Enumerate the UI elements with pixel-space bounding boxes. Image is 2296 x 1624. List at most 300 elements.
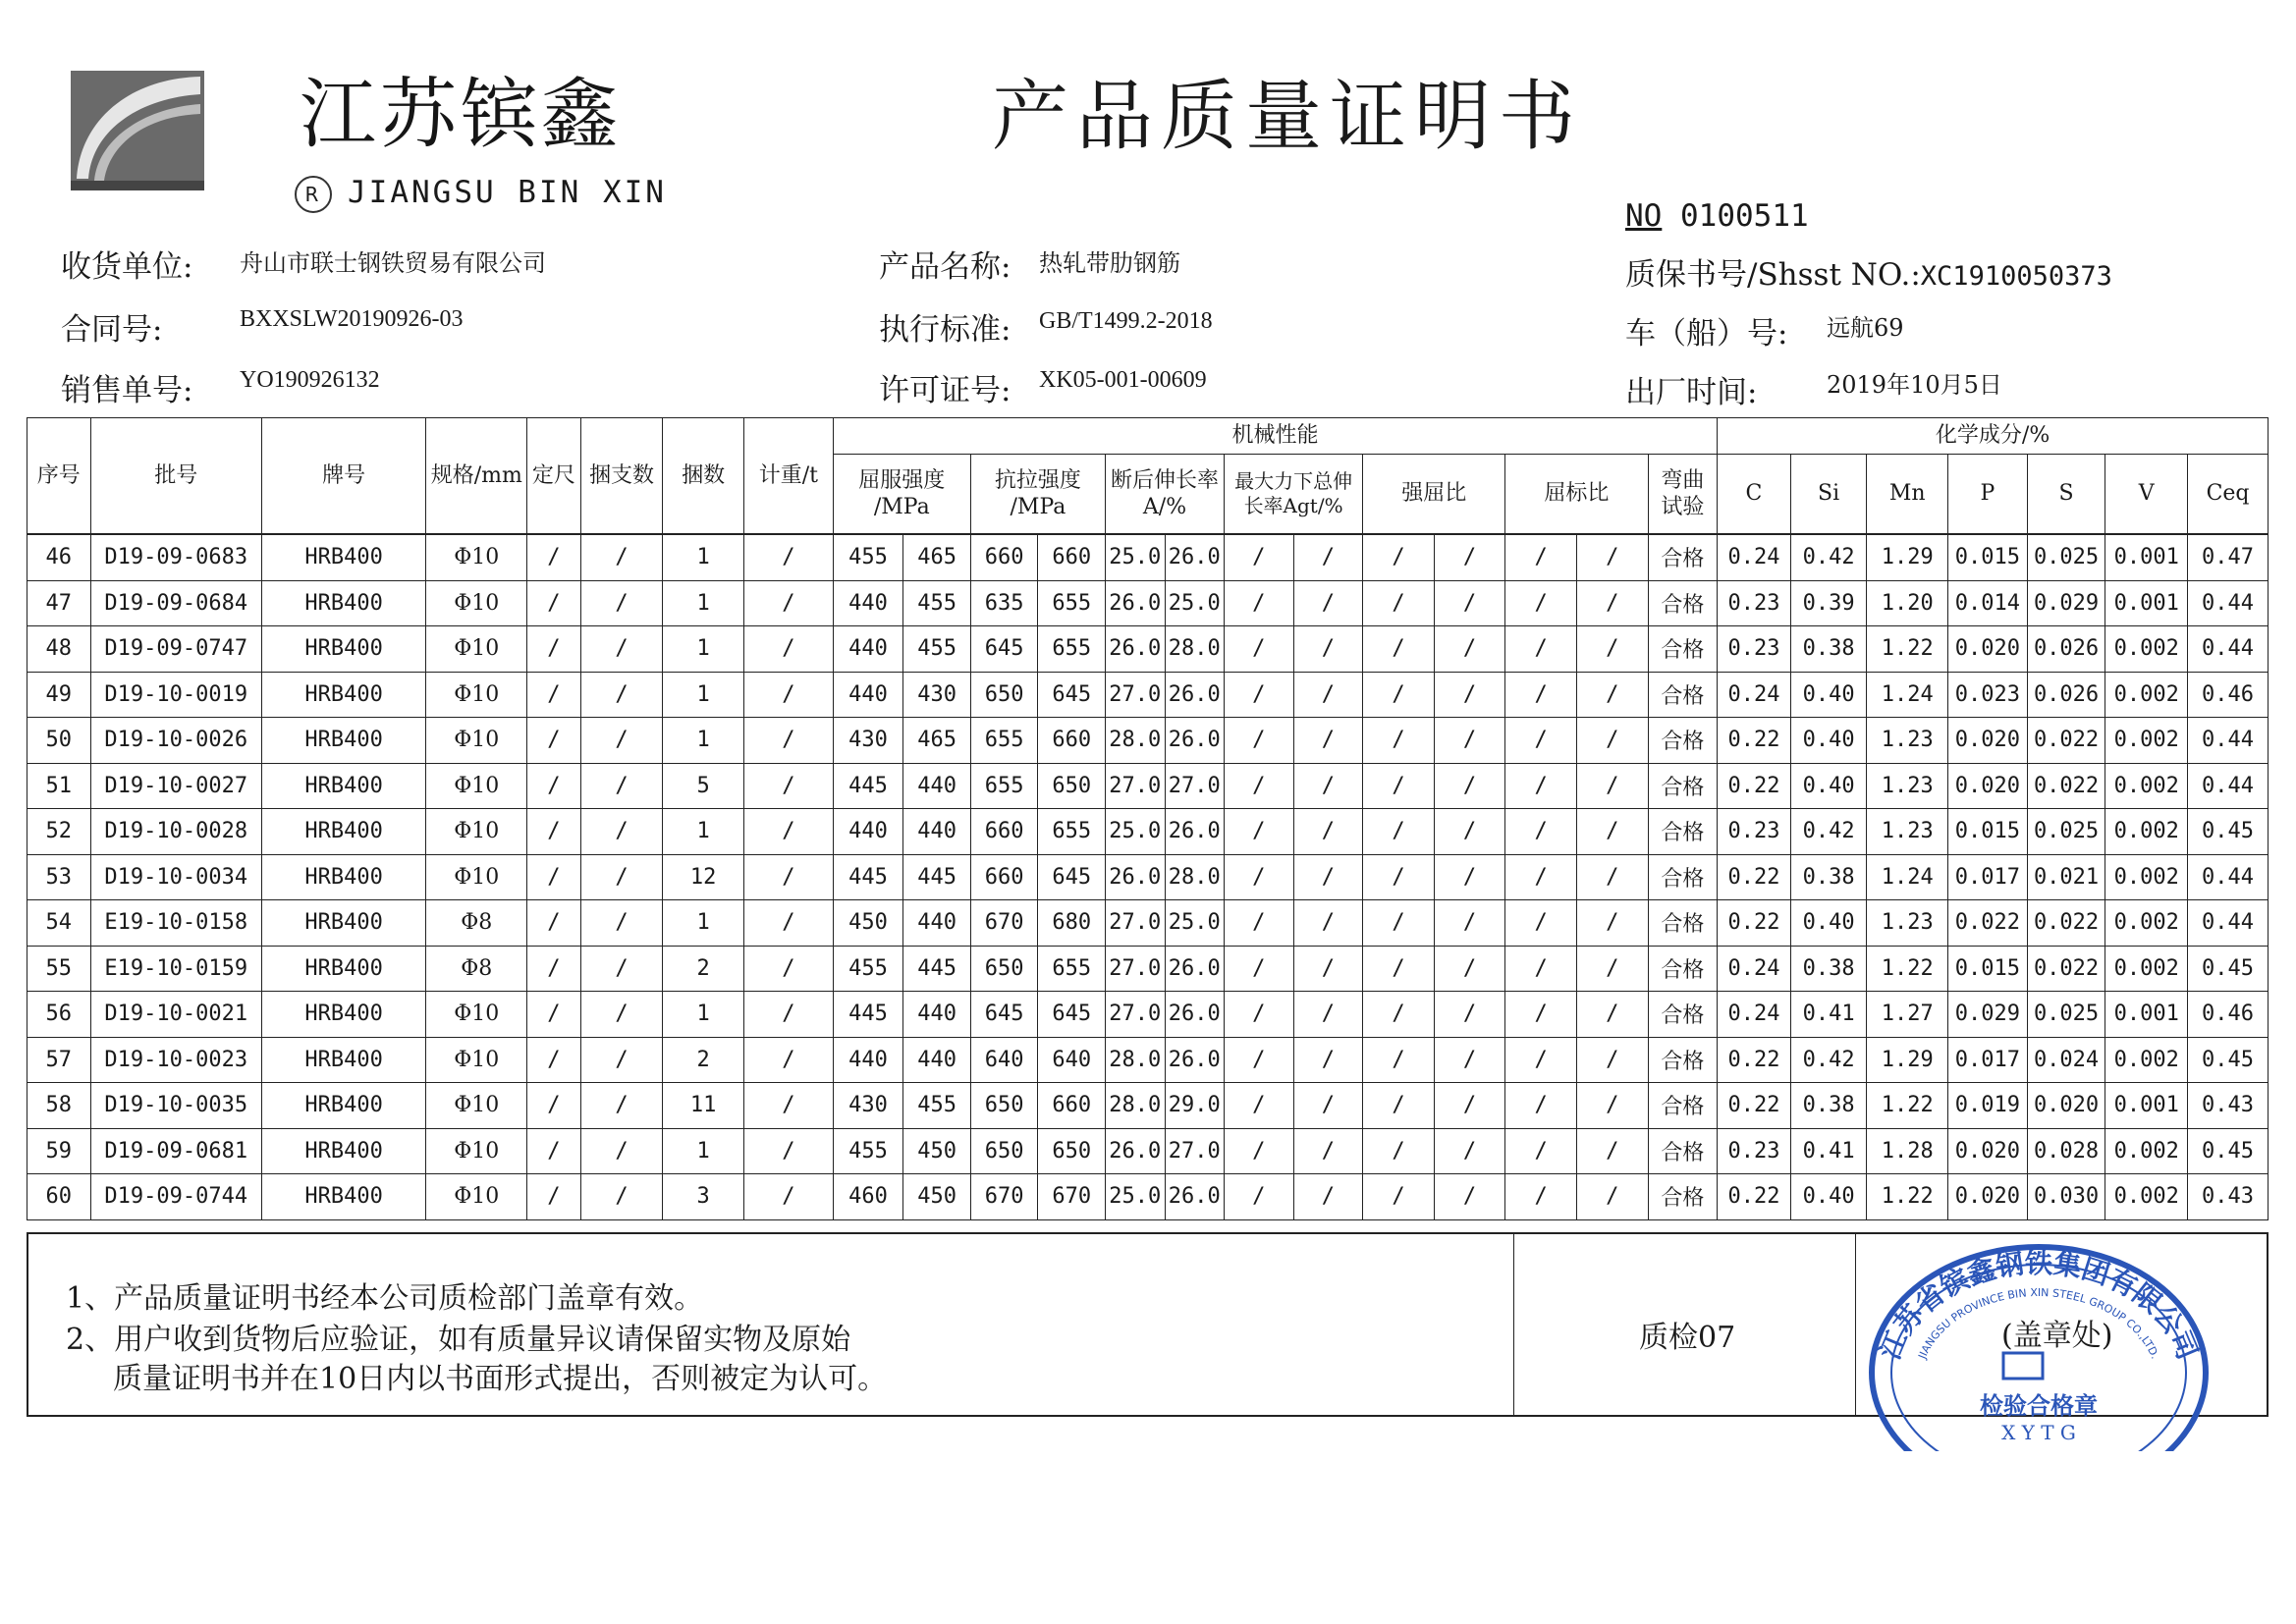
cell-tensile-1: 640 (970, 1037, 1038, 1083)
cell-fixed: / (527, 626, 580, 673)
cell-bend: 合格 (1648, 1128, 1718, 1174)
cell-seq: 47 (27, 580, 91, 626)
cell-fixed: / (527, 946, 580, 992)
cell-yield-ratio-1: / (1505, 1128, 1577, 1174)
cell-si: 0.42 (1790, 809, 1867, 855)
cell-grade: HRB400 (261, 1128, 425, 1174)
cell-spec: Φ10 (426, 580, 527, 626)
cert-number-value: XC1910050373 (1920, 261, 2112, 292)
cell-yield-1: 455 (833, 946, 903, 992)
cell-tensile-1: 650 (970, 1128, 1038, 1174)
cell-batch: D19-09-0684 (90, 580, 261, 626)
cell-spec: Φ10 (426, 809, 527, 855)
inspector-code: 质检07 (1639, 1321, 1736, 1355)
cell-mn: 1.24 (1867, 672, 1948, 718)
cell-strength-ratio-1: / (1363, 718, 1435, 764)
cell-p: 0.022 (1948, 900, 2028, 947)
cell-agt-2: / (1293, 854, 1363, 900)
cell-batch: D19-10-0027 (90, 763, 261, 809)
cell-p: 0.014 (1948, 580, 2028, 626)
header-bundle-pieces: 捆支数 (580, 418, 663, 535)
cell-agt-1: / (1225, 534, 1294, 580)
cell-ceq: 0.43 (2188, 1174, 2269, 1220)
cell-p: 0.015 (1948, 946, 2028, 992)
cell-bend: 合格 (1648, 992, 1718, 1038)
cell-fixed: / (527, 534, 580, 580)
cell-ceq: 0.46 (2188, 672, 2269, 718)
cell-elong-2: 28.0 (1165, 626, 1225, 673)
cell-yield-ratio-1: / (1505, 1174, 1577, 1220)
cell-spec: Φ10 (426, 1083, 527, 1129)
cell-v: 0.002 (2105, 809, 2188, 855)
seal-en-text: JIANGSU PROVINCE BIN XIN STEEL GROUP CO.,LTD. (1915, 1285, 2162, 1361)
cell-c: 0.22 (1718, 1174, 1791, 1220)
cell-elong-1: 28.0 (1106, 1037, 1166, 1083)
cell-weight: / (743, 672, 833, 718)
cell-yield-2: 440 (903, 763, 971, 809)
cell-fixed: / (527, 763, 580, 809)
cell-elong-1: 27.0 (1106, 900, 1166, 947)
cell-elong-2: 26.0 (1165, 1174, 1225, 1220)
cell-yield-2: 430 (903, 672, 971, 718)
table-row (27, 1083, 2269, 1129)
header-elongation-unit: A/% (1142, 495, 1187, 519)
cell-tensile-1: 635 (970, 580, 1038, 626)
cell-mn: 1.22 (1867, 1174, 1948, 1220)
cell-s: 0.022 (2027, 718, 2105, 764)
cell-yield-2: 445 (903, 946, 971, 992)
cell-seq: 49 (27, 672, 91, 718)
cell-weight: / (743, 580, 833, 626)
cell-bend: 合格 (1648, 946, 1718, 992)
cell-bundles: 1 (663, 992, 744, 1038)
cell-yield-2: 455 (903, 1083, 971, 1129)
cell-agt-1: / (1225, 946, 1294, 992)
cell-strength-ratio-2: / (1434, 534, 1505, 580)
cell-grade: HRB400 (261, 1083, 425, 1129)
cell-agt-2: / (1293, 809, 1363, 855)
cell-strength-ratio-1: / (1363, 534, 1435, 580)
cell-v: 0.001 (2105, 534, 2188, 580)
header-s: S (2027, 455, 2105, 535)
cell-bundle-pcs: / (580, 1174, 663, 1220)
cell-batch: E19-10-0158 (90, 900, 261, 947)
cell-strength-ratio-2: / (1434, 1083, 1505, 1129)
cell-elong-2: 27.0 (1165, 1128, 1225, 1174)
cell-strength-ratio-2: / (1434, 900, 1505, 947)
cell-bend: 合格 (1648, 580, 1718, 626)
seal-placeholder-label: (盖章处) (2001, 1319, 2113, 1353)
cell-v: 0.002 (2105, 672, 2188, 718)
cell-ceq: 0.44 (2188, 626, 2269, 673)
cell-c: 0.22 (1718, 900, 1791, 947)
cell-weight: / (743, 1128, 833, 1174)
cell-seq: 59 (27, 1128, 91, 1174)
cell-bundle-pcs: / (580, 580, 663, 626)
cell-tensile-1: 645 (970, 992, 1038, 1038)
cell-seq: 53 (27, 854, 91, 900)
contract-value: BXXSLW20190926-03 (240, 306, 464, 332)
cell-yield-2: 450 (903, 1128, 971, 1174)
cell-yield-1: 440 (833, 1037, 903, 1083)
cell-bundles: 1 (663, 580, 744, 626)
ship-date-value: 2019年10月5日 (1827, 371, 2002, 399)
cell-s: 0.020 (2027, 1083, 2105, 1129)
cell-spec: Φ10 (426, 626, 527, 673)
cell-tensile-2: 655 (1038, 626, 1106, 673)
cell-c: 0.23 (1718, 809, 1791, 855)
cell-mn: 1.29 (1867, 534, 1948, 580)
standard-value: GB/T1499.2-2018 (1039, 308, 1213, 334)
cell-weight: / (743, 626, 833, 673)
header-tensile-unit: /MPa (1010, 495, 1066, 519)
cell-strength-ratio-1: / (1363, 900, 1435, 947)
cell-si: 0.42 (1790, 1037, 1867, 1083)
cell-agt-2: / (1293, 1037, 1363, 1083)
cell-agt-1: / (1225, 1128, 1294, 1174)
cell-tensile-1: 670 (970, 1174, 1038, 1220)
cell-seq: 60 (27, 1174, 91, 1220)
cell-s: 0.024 (2027, 1037, 2105, 1083)
cell-bundle-pcs: / (580, 534, 663, 580)
header-yield-text: 屈服强度 (858, 467, 946, 493)
cell-c: 0.22 (1718, 854, 1791, 900)
product-name-label: 产品名称: (879, 249, 1011, 285)
cell-yield-ratio-2: / (1576, 854, 1648, 900)
cell-c: 0.23 (1718, 626, 1791, 673)
cell-c: 0.22 (1718, 1083, 1791, 1129)
cell-v: 0.002 (2105, 718, 2188, 764)
cell-si: 0.38 (1790, 854, 1867, 900)
cell-yield-ratio-2: / (1576, 580, 1648, 626)
cell-p: 0.023 (1948, 672, 2028, 718)
cell-elong-2: 26.0 (1165, 672, 1225, 718)
cell-strength-ratio-1: / (1363, 809, 1435, 855)
header-yield (833, 455, 970, 535)
cell-bend: 合格 (1648, 534, 1718, 580)
cell-c: 0.23 (1718, 1128, 1791, 1174)
table-body (27, 534, 2269, 1219)
cell-bundles: 11 (663, 1083, 744, 1129)
cell-ceq: 0.44 (2188, 900, 2269, 947)
footer-note-2: 2、用户收到货物后应验证，如有质量异议请保留实物及原始 (66, 1323, 851, 1357)
cell-v: 0.002 (2105, 1037, 2188, 1083)
cell-s: 0.022 (2027, 946, 2105, 992)
cell-tensile-2: 650 (1038, 1128, 1106, 1174)
cell-v: 0.001 (2105, 580, 2188, 626)
cell-bundles: 1 (663, 900, 744, 947)
cell-yield-2: 440 (903, 900, 971, 947)
cell-elong-1: 26.0 (1106, 1128, 1166, 1174)
cell-elong-2: 26.0 (1165, 946, 1225, 992)
table-row (27, 1128, 2269, 1174)
cell-bundles: 1 (663, 718, 744, 764)
cell-weight: / (743, 763, 833, 809)
cell-yield-1: 440 (833, 672, 903, 718)
table-row (27, 946, 2269, 992)
cell-yield-2: 465 (903, 534, 971, 580)
cell-agt-2: / (1293, 1128, 1363, 1174)
cell-bend: 合格 (1648, 626, 1718, 673)
cell-mn: 1.23 (1867, 763, 1948, 809)
cell-si: 0.39 (1790, 580, 1867, 626)
cell-bundle-pcs: / (580, 854, 663, 900)
cell-spec: Φ10 (426, 763, 527, 809)
cell-p: 0.029 (1948, 992, 2028, 1038)
cell-bundle-pcs: / (580, 626, 663, 673)
company-logo (71, 71, 204, 190)
cell-tensile-1: 660 (970, 854, 1038, 900)
header-spec: 规格/mm (426, 418, 527, 535)
cell-yield-ratio-1: / (1505, 854, 1577, 900)
cell-bundles: 5 (663, 763, 744, 809)
cell-agt-2: / (1293, 900, 1363, 947)
cell-tensile-1: 670 (970, 900, 1038, 947)
table-row (27, 854, 2269, 900)
cell-bundles: 1 (663, 809, 744, 855)
cell-tensile-2: 655 (1038, 580, 1106, 626)
cell-batch: D19-10-0023 (90, 1037, 261, 1083)
cell-ceq: 0.45 (2188, 1037, 2269, 1083)
cell-strength-ratio-2: / (1434, 580, 1505, 626)
cell-bundle-pcs: / (580, 900, 663, 947)
cell-yield-1: 460 (833, 1174, 903, 1220)
cell-agt-2: / (1293, 946, 1363, 992)
cell-s: 0.022 (2027, 900, 2105, 947)
cell-yield-1: 455 (833, 1128, 903, 1174)
cell-spec: Φ10 (426, 718, 527, 764)
cell-yield-ratio-2: / (1576, 809, 1648, 855)
cell-bend: 合格 (1648, 718, 1718, 764)
cell-strength-ratio-1: / (1363, 946, 1435, 992)
cell-tensile-1: 655 (970, 718, 1038, 764)
cell-strength-ratio-2: / (1434, 854, 1505, 900)
cell-s: 0.025 (2027, 809, 2105, 855)
cell-yield-1: 440 (833, 809, 903, 855)
cell-strength-ratio-2: / (1434, 1174, 1505, 1220)
cell-weight: / (743, 809, 833, 855)
cell-strength-ratio-2: / (1434, 809, 1505, 855)
document-title: 产品质量证明书 (992, 73, 1584, 161)
cell-elong-2: 25.0 (1165, 580, 1225, 626)
cell-seq: 48 (27, 626, 91, 673)
cell-tensile-1: 645 (970, 626, 1038, 673)
cell-agt-2: / (1293, 672, 1363, 718)
cell-grade: HRB400 (261, 580, 425, 626)
cell-yield-1: 445 (833, 763, 903, 809)
cell-v: 0.002 (2105, 1128, 2188, 1174)
cell-agt-2: / (1293, 763, 1363, 809)
cell-agt-1: / (1225, 672, 1294, 718)
cell-mn: 1.29 (1867, 1037, 1948, 1083)
cell-fixed: / (527, 672, 580, 718)
header-ceq: Ceq (2188, 455, 2269, 535)
cell-grade: HRB400 (261, 672, 425, 718)
cell-grade: HRB400 (261, 1174, 425, 1220)
cell-weight: / (743, 1174, 833, 1220)
cell-fixed: / (527, 1174, 580, 1220)
cell-c: 0.22 (1718, 763, 1791, 809)
cell-weight: / (743, 1083, 833, 1129)
cert-number-label-text: 质保书号/Shsst NO.: (1625, 257, 1921, 293)
header-bundles: 捆数 (663, 418, 744, 535)
cell-v: 0.002 (2105, 854, 2188, 900)
cell-elong-2: 26.0 (1165, 1037, 1225, 1083)
brand-name-cn: 江苏镔鑫 (300, 71, 623, 159)
cell-grade: HRB400 (261, 992, 425, 1038)
cell-agt-1: / (1225, 1037, 1294, 1083)
table-row (27, 763, 2269, 809)
cell-yield-ratio-2: / (1576, 1128, 1648, 1174)
cell-yield-ratio-1: / (1505, 809, 1577, 855)
cell-weight: / (743, 992, 833, 1038)
header-tensile (970, 455, 1105, 535)
cell-yield-ratio-1: / (1505, 534, 1577, 580)
cell-v: 0.002 (2105, 900, 2188, 947)
cell-strength-ratio-2: / (1434, 763, 1505, 809)
cell-spec: Φ8 (426, 900, 527, 947)
header-yield-ratio: 屈标比 (1505, 455, 1648, 535)
cell-elong-2: 29.0 (1165, 1083, 1225, 1129)
cell-weight: / (743, 1037, 833, 1083)
cell-elong-1: 26.0 (1106, 580, 1166, 626)
cell-strength-ratio-2: / (1434, 946, 1505, 992)
serial-number-value: 0100511 (1680, 198, 1809, 234)
seal-bottom-text: X Y T G (2001, 1421, 2076, 1444)
cell-elong-1: 27.0 (1106, 946, 1166, 992)
footer-note-1: 1、产品质量证明书经本公司质检部门盖章有效。 (66, 1281, 704, 1316)
cell-elong-1: 27.0 (1106, 992, 1166, 1038)
cell-bend: 合格 (1648, 809, 1718, 855)
cell-si: 0.41 (1790, 1128, 1867, 1174)
cell-bundles: 1 (663, 626, 744, 673)
cell-seq: 50 (27, 718, 91, 764)
table-row (27, 580, 2269, 626)
cell-strength-ratio-2: / (1434, 1128, 1505, 1174)
license-value: XK05-001-00609 (1039, 367, 1207, 393)
cell-bundles: 1 (663, 534, 744, 580)
cell-mn: 1.20 (1867, 580, 1948, 626)
cell-yield-2: 440 (903, 809, 971, 855)
table-row (27, 992, 2269, 1038)
cell-mn: 1.22 (1867, 626, 1948, 673)
cell-agt-2: / (1293, 718, 1363, 764)
cell-c: 0.24 (1718, 534, 1791, 580)
cell-ceq: 0.45 (2188, 1128, 2269, 1174)
cell-bundle-pcs: / (580, 718, 663, 764)
cell-grade: HRB400 (261, 718, 425, 764)
cell-elong-1: 26.0 (1106, 626, 1166, 673)
cell-bundles: 2 (663, 1037, 744, 1083)
cell-batch: D19-10-0026 (90, 718, 261, 764)
cell-yield-ratio-2: / (1576, 900, 1648, 947)
cell-yield-ratio-1: / (1505, 992, 1577, 1038)
table-row (27, 718, 2269, 764)
cell-fixed: / (527, 1128, 580, 1174)
cell-si: 0.40 (1790, 763, 1867, 809)
cell-yield-1: 440 (833, 626, 903, 673)
footer-note-3: 质量证明书并在10日内以书面形式提出，否则被定为认可。 (113, 1362, 888, 1396)
cell-spec: Φ10 (426, 1037, 527, 1083)
cell-p: 0.020 (1948, 718, 2028, 764)
cell-yield-ratio-1: / (1505, 1037, 1577, 1083)
cell-yield-2: 440 (903, 992, 971, 1038)
cell-bend: 合格 (1648, 1174, 1718, 1220)
cell-bundles: 2 (663, 946, 744, 992)
cell-bundles: 3 (663, 1174, 744, 1220)
header-strength-ratio: 强屈比 (1363, 455, 1505, 535)
cell-grade: HRB400 (261, 763, 425, 809)
cell-si: 0.42 (1790, 534, 1867, 580)
header-agt-text: 最大力下总伸 (1234, 469, 1353, 493)
cell-seq: 54 (27, 900, 91, 947)
cell-yield-1: 430 (833, 718, 903, 764)
cell-yield-ratio-1: / (1505, 946, 1577, 992)
cell-grade: HRB400 (261, 900, 425, 947)
cell-s: 0.025 (2027, 534, 2105, 580)
header-mn: Mn (1867, 455, 1948, 535)
cell-batch: D19-10-0021 (90, 992, 261, 1038)
header-seq: 序号 (27, 418, 91, 535)
cell-bend: 合格 (1648, 1083, 1718, 1129)
cell-agt-1: / (1225, 809, 1294, 855)
cell-bend: 合格 (1648, 1037, 1718, 1083)
cell-s: 0.021 (2027, 854, 2105, 900)
cell-tensile-2: 650 (1038, 763, 1106, 809)
cell-strength-ratio-1: / (1363, 992, 1435, 1038)
cell-spec: Φ10 (426, 992, 527, 1038)
cell-elong-1: 25.0 (1106, 534, 1166, 580)
cell-batch: D19-09-0744 (90, 1174, 261, 1220)
cell-batch: D19-10-0019 (90, 672, 261, 718)
cell-yield-ratio-2: / (1576, 1083, 1648, 1129)
cell-strength-ratio-1: / (1363, 1083, 1435, 1129)
cell-strength-ratio-1: / (1363, 580, 1435, 626)
cell-si: 0.40 (1790, 672, 1867, 718)
cell-tensile-2: 655 (1038, 809, 1106, 855)
cell-spec: Φ8 (426, 946, 527, 992)
cell-mn: 1.23 (1867, 809, 1948, 855)
cell-c: 0.22 (1718, 1037, 1791, 1083)
cell-ceq: 0.44 (2188, 854, 2269, 900)
cell-seq: 55 (27, 946, 91, 992)
cell-si: 0.38 (1790, 626, 1867, 673)
cell-tensile-2: 645 (1038, 672, 1106, 718)
cell-agt-1: / (1225, 900, 1294, 947)
cell-yield-ratio-1: / (1505, 580, 1577, 626)
cell-bundle-pcs: / (580, 1083, 663, 1129)
consignee-value: 舟山市联士钢铁贸易有限公司 (240, 249, 546, 277)
ship-date-label: 出厂时间: (1625, 375, 1758, 410)
cell-fixed: / (527, 718, 580, 764)
cell-agt-2: / (1293, 1083, 1363, 1129)
cell-bundles: 12 (663, 854, 744, 900)
cell-seq: 52 (27, 809, 91, 855)
cell-strength-ratio-1: / (1363, 854, 1435, 900)
cell-tensile-2: 660 (1038, 718, 1106, 764)
cell-s: 0.028 (2027, 1128, 2105, 1174)
cell-yield-ratio-1: / (1505, 626, 1577, 673)
cell-tensile-1: 655 (970, 763, 1038, 809)
cell-batch: D19-09-0681 (90, 1128, 261, 1174)
cell-tensile-1: 660 (970, 534, 1038, 580)
cell-tensile-2: 660 (1038, 534, 1106, 580)
cell-mn: 1.28 (1867, 1128, 1948, 1174)
cell-yield-ratio-1: / (1505, 718, 1577, 764)
cell-agt-1: / (1225, 1083, 1294, 1129)
cell-bend: 合格 (1648, 672, 1718, 718)
cell-c: 0.23 (1718, 580, 1791, 626)
